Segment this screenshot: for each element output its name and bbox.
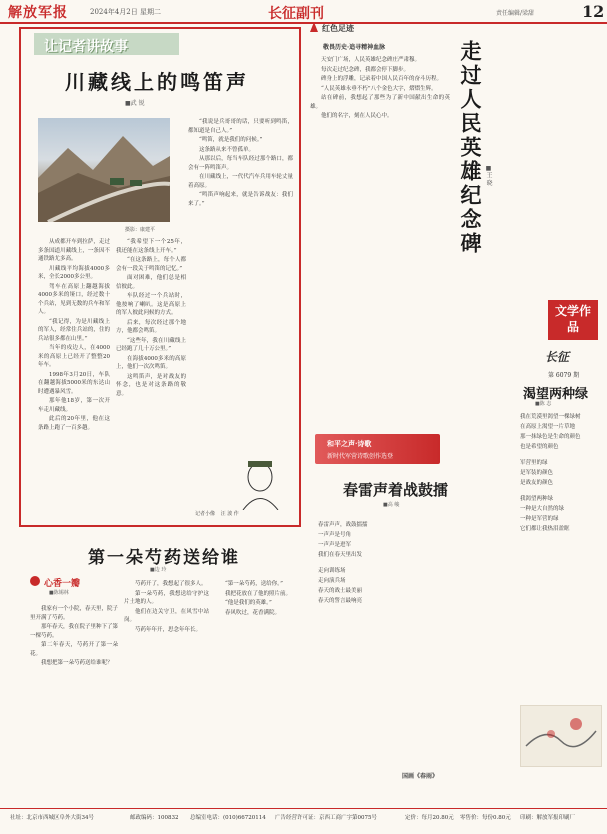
right-column-sub: 敬畏历史·追寻精神血脉 [323, 44, 386, 51]
poem-line: 走向演兵场 [318, 578, 346, 584]
poem-line: 军营里的绿 [520, 460, 548, 466]
poem-line: 我在荒漠里渴望一棵绿树 [520, 414, 581, 420]
right-column-body [310, 56, 450, 122]
poem-line: 我们在春天里出发 [318, 552, 363, 558]
poem-line: 一声声是号角 [318, 532, 352, 538]
paragraph: 我想把第一朵芍药送给谁呢？ [41, 660, 113, 666]
issue-number: 第 6079 期 [548, 372, 580, 379]
portrait-caption-title: 记者小像 [195, 511, 216, 517]
memorial-title: 走过人民英雄纪念碑 [458, 40, 483, 256]
paragraph: 这条路从来不曾孤单。 [199, 146, 255, 153]
story2-column-3 [214, 580, 299, 618]
paragraph: 第一朵芍药，我想送给守护这片土地的人。 [124, 590, 209, 605]
poem-line: 我渴望两种绿 [520, 496, 554, 502]
paragraph: 1998年3月20日，车队在翻越海拔5000米的东达山时遭遇暴风雪。 [38, 371, 110, 395]
footer-postcode: 邮政编码：100832 [130, 815, 179, 821]
paragraph: 每次走过纪念碑，我都会停下脚步。 [321, 66, 410, 73]
feature-column-2 [116, 238, 186, 399]
paragraph: 驾车在高原上翻越海拔4000多米的垭口，经过数十个兵站，见到无数的兵车和军人。 [38, 283, 110, 315]
footer-phone: 总编室电话：(010)66720114 [190, 815, 266, 821]
story2-title: 第一朵芍药送给谁 [88, 548, 240, 568]
feature-byline: ■武 锐 [125, 100, 145, 107]
poem-line: 是军装的颜色 [520, 470, 554, 476]
paragraph: 此后的20年里，他在这条路上跑了一百多趟。 [38, 416, 110, 431]
issue-date: 2024年4月2日 星期二 [90, 8, 161, 16]
poem-line: 春天的战士最美丽 [318, 588, 363, 594]
literary-badge-text: 文学作品 [554, 304, 591, 334]
paragraph: 第二年春天，芍药开了第一朵花。 [30, 642, 118, 657]
paragraph: 春风吹过，花香满院。 [225, 609, 281, 616]
newspaper-logo: 解放军报 [8, 5, 68, 21]
paragraph: 我家有一个小院，春天里，院子里开满了芍药。 [30, 606, 119, 621]
paragraph: 当年的戍边人，在4000米的高原上已经开了整整20年车。 [38, 345, 110, 368]
paragraph: “鸣笛，就是我们的问候。” [199, 137, 263, 143]
feature-photo [38, 118, 170, 222]
paragraph: “鸣笛声响起来，就是告诉战友：我们来了。” [188, 192, 293, 207]
poetry-banner-sub: 新时代军营诗歌创作选登 [327, 453, 394, 460]
paragraph: 他们在边关守卫，在风雪中站岗。 [124, 608, 209, 623]
right-column-label: 红色足迹 [322, 23, 354, 33]
poem-line: 在高原上渴望一片草地 [520, 424, 576, 430]
paragraph: “我说是兵哥哥的话，只要听到鸣笛，都知道是自己人。” [188, 119, 293, 134]
paragraph: “他是我们的英雄。” [225, 600, 272, 606]
feature-title: 川藏线上的鸣笛声 [65, 70, 249, 94]
column-label: 心香一瓣 [44, 579, 81, 589]
mountain-road-photo-icon [38, 118, 170, 222]
story2-column-2 [124, 580, 209, 635]
ink-painting-icon [521, 706, 601, 766]
spring-poem-author: ■高 峻 [383, 502, 400, 508]
poem-line: 那一抹绿色是生命的颜色 [520, 434, 581, 440]
changhe-logo: 长征 [545, 350, 570, 364]
poem-line: 一种是军营的绿 [520, 516, 559, 522]
poem-line: 它们都让我热泪盈眶 [520, 526, 570, 532]
paragraph: 那年他18岁，第一次开车走川藏线。 [38, 398, 110, 413]
paragraph: 这鸣笛声，是对战友的怀念，也是对这条路的敬意。 [116, 373, 186, 397]
poem-line: 一种是大自然的绿 [520, 506, 565, 512]
story2-byline: ■边 玲 [150, 567, 167, 573]
paragraph: 天安门广场，人民英雄纪念碑庄严肃穆。 [321, 57, 421, 63]
footer-address: 社址：北京市西城区阜外大街34号 [10, 815, 94, 821]
paragraph: 面对困难，他们总是相信彼此。 [116, 275, 186, 290]
paragraph: 芍药年年开，思念年年长。 [135, 626, 202, 633]
paragraph: “我记得，为是川藏线上的军人，经常住兵站的，住的兵站很多都在山里。” [38, 318, 110, 342]
poem-line: 一声声是进军 [318, 542, 352, 548]
portrait-caption-artist: 汪 波 作 [220, 511, 239, 517]
paragraph: “第一朵芍药，送给你。” [225, 581, 283, 587]
poem-line: 也是希望的颜色 [520, 444, 559, 450]
paragraph: “在这条路上，每个人都会有一段关于鸣笛的记忆。” [116, 257, 186, 272]
footer-ads: 广告经营许可证：京西工商广字第0075号 [275, 815, 377, 821]
portrait-sketch-icon [188, 455, 296, 510]
page-number: 12 [582, 2, 605, 21]
paragraph: 站在碑前，我想起了那些为了新中国献出生命的英雄。 [310, 95, 450, 110]
poem-line: 是战友的颜色 [520, 480, 554, 486]
paragraph: 从成都开车到拉萨，走过多条国道川藏线上，一条因不通铁路尤多高。 [38, 239, 110, 262]
page-editor: 责任编辑/梁甜 [496, 10, 535, 17]
spring-poem-title: 春雷声着战鼓擂 [343, 481, 449, 499]
poem-author: ■陈 志 [535, 401, 552, 407]
column-author: ■陈锡林 [49, 590, 69, 596]
footer-price: 定价：每月20.80元 [405, 815, 454, 821]
poem-line: 春雷声声，战鼓擂擂 [318, 522, 368, 528]
paragraph: 他们的名字，刻在人民心中。 [321, 113, 393, 119]
paragraph: “我希望下一个25年，我还能在这条线上开车。” [116, 239, 186, 254]
memorial-author: ■王 晓 [485, 165, 492, 186]
paragraph: 在海拔4000多米的高原上，他们一次次鸣笛。 [116, 355, 186, 370]
ink-painting [520, 705, 602, 767]
paragraph: 从那以后，每当车队经过那个路口，都会有一阵鸣笛声。 [188, 156, 293, 171]
paragraph: 我把花放在了他的照片前。 [225, 590, 292, 597]
story2-column-1 [30, 605, 118, 669]
column-banner-text: 让记者讲故事 [44, 39, 128, 55]
footer-printer: 印刷：解放军报印刷厂 [520, 815, 576, 821]
photo-caption: 摄影：康建平 [125, 227, 156, 233]
poem-line: 走向训练场 [318, 568, 346, 574]
paragraph: 那年春天，我在院子里种下了第一棵芍药。 [30, 624, 119, 639]
paragraph: 后来，每次经过那个地方，他都会鸣笛。 [116, 319, 186, 334]
paragraph: 芍药开了，我想起了很多人。 [135, 581, 207, 587]
poem-title: 渴望两种绿 [523, 387, 589, 402]
poem-line: 春天的誓言最响亮 [318, 598, 363, 604]
footer-divider [0, 808, 607, 809]
footer-retail: 零售价：每份0.80元 [460, 815, 511, 821]
heart-icon [30, 576, 40, 586]
paragraph: “人民英雄永垂不朽”八个金色大字，熠熠生辉。 [321, 85, 437, 92]
feature-column-3 [188, 118, 293, 209]
paragraph: 川藏线平均海拔4000多米，全长2000多公里。 [38, 265, 110, 280]
poetry-banner-title: 和平之声·诗歌 [327, 439, 372, 448]
portrait-caption [195, 510, 239, 517]
page-name: 长征副刊 [268, 6, 324, 22]
paragraph: 碑身上的浮雕，记录着中国人民百年的奋斗历程。 [321, 76, 443, 82]
painting-caption: 国画《春雨》 [402, 773, 439, 780]
feature-column-1 [38, 238, 110, 433]
paragraph: 车队经过一个兵站时，他按响了喇叭。这是高原上的军人彼此问候的方式。 [116, 293, 186, 316]
paragraph: “这些年，我在川藏线上已经跑了几十万公里。” [116, 337, 186, 352]
paragraph: 在川藏线上，一代代汽车兵用车轮丈量着高原。 [188, 174, 293, 189]
